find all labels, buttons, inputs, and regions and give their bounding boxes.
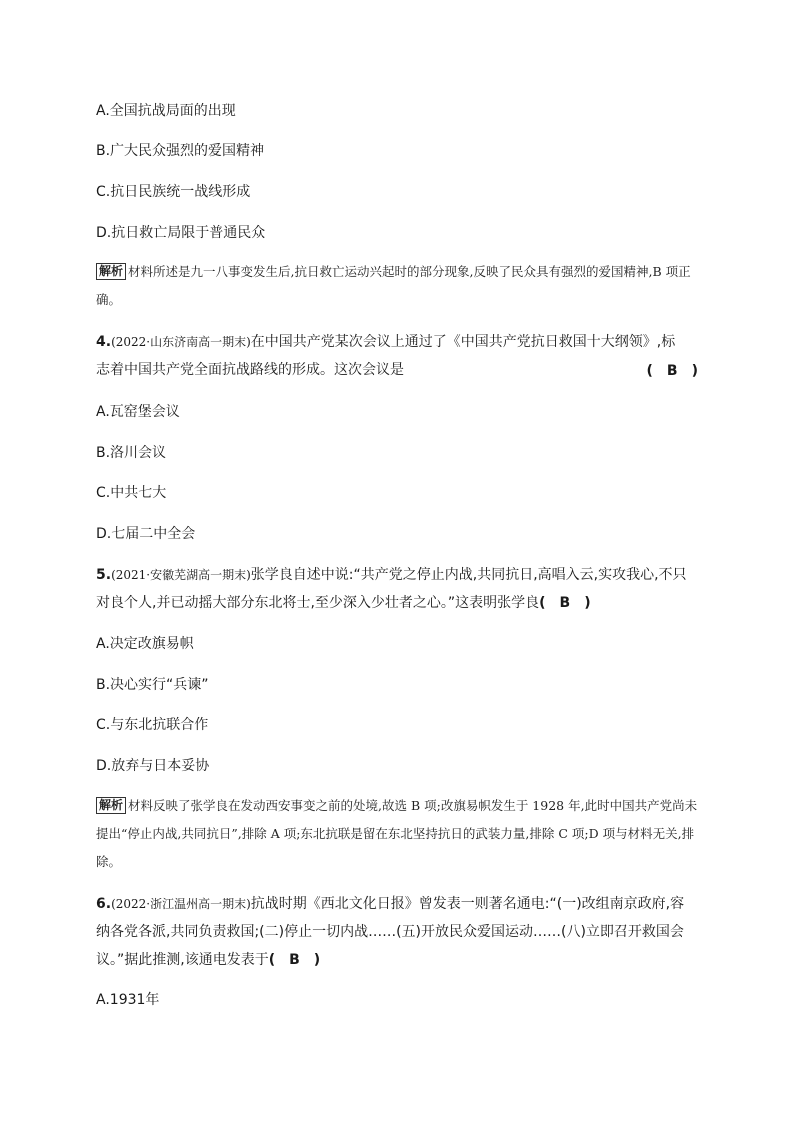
- q3-option-a: A.全国抗战局面的出现: [96, 103, 236, 119]
- q4-stem-line-2: 志着中国共产党全面抗战路线的形成。这次会议是: [96, 362, 404, 378]
- q5-stem-1: 张学良自述中说:“共产党之停止内战,共同抗日,高唱入云,实攻我心,不只: [250, 567, 687, 583]
- q5-stem-2: 对良个人,并已动摇大部分东北将士,至少深入少壮者之心。”这表明张学良: [96, 595, 540, 611]
- q5-stem-line-1: [96, 565, 687, 585]
- q4-option-c: C.中共七大: [96, 485, 167, 501]
- q5-option-d: D.放弃与日本妥协: [96, 758, 210, 774]
- q3-option-b: B.广大民众强烈的爱国精神: [96, 143, 265, 159]
- q6-source: (2022·浙江温州高一期末): [111, 897, 251, 911]
- q3-option-c: C.抗日民族统一战线形成: [96, 184, 251, 200]
- analysis-tag: 解析: [96, 797, 126, 814]
- q4-source: (2022·山东济南高一期末): [111, 335, 251, 349]
- q5-option-a: A.决定改旗易帜: [96, 636, 194, 652]
- q4-number: 4.: [96, 334, 112, 350]
- q6-stem-3: 议。”据此推测,该通电发表于: [96, 952, 269, 968]
- q4-stem-line-1: [96, 332, 675, 352]
- q3-option-d: D.抗日救亡局限于普通民众: [96, 225, 266, 241]
- q5-source: (2021·安徽芜湖高一期末): [111, 568, 251, 582]
- q6-option-a: A.1931年: [96, 992, 160, 1008]
- q5-analysis-text: 材料反映了张学良在发动西安事变之前的处境,故选 B 项;改旗易帜发生于 1928 年,此时中国共产党尚未提出“停止内战,共同抗日”,排除 A 项;东北抗联是留在东北坚持抗日的武装力量,排除 C 项;D 项与材料无关,排除。: [96, 798, 698, 869]
- q6-stem-line-2: 纳各党各派,共同负责救国;(二)停止一切内战……(五)开放民众爱国运动……(八)立即召开救国会: [96, 924, 684, 940]
- q5-answer: ( B ): [539, 595, 591, 611]
- q5-option-b: B.决心实行“兵谏”: [96, 677, 209, 693]
- q4-option-d: D.七届二中全会: [96, 526, 196, 542]
- q6-answer: ( B ): [268, 952, 321, 968]
- q3-analysis-text: 材料所述是九一八事变发生后,抗日救亡运动兴起时的部分现象,反映了民众具有强烈的爱国精神,B 项正确。: [96, 264, 691, 307]
- q4-answer: ( B ): [646, 363, 698, 379]
- q5-option-c: C.与东北抗联合作: [96, 717, 209, 733]
- q3-analysis: [96, 258, 698, 314]
- q6-stem-1: 抗战时期《西北文化日报》曾发表一则著名通电:“(一)改组南京政府,容: [250, 896, 685, 912]
- q4-option-a: A.瓦窑堡会议: [96, 404, 180, 420]
- q4-stem-1: 在中国共产党某次会议上通过了《中国共产党抗日救国十大纲领》,标: [250, 334, 676, 350]
- q5-number: 5.: [96, 567, 112, 583]
- analysis-tag: 解析: [96, 263, 126, 280]
- q6-stem-line-1: [96, 894, 684, 914]
- q5-stem-line-2: [96, 593, 591, 613]
- q5-analysis: [96, 792, 698, 876]
- q4-option-b: B.洛川会议: [96, 445, 167, 461]
- q6-stem-line-3: [96, 950, 320, 970]
- q6-number: 6.: [96, 896, 112, 912]
